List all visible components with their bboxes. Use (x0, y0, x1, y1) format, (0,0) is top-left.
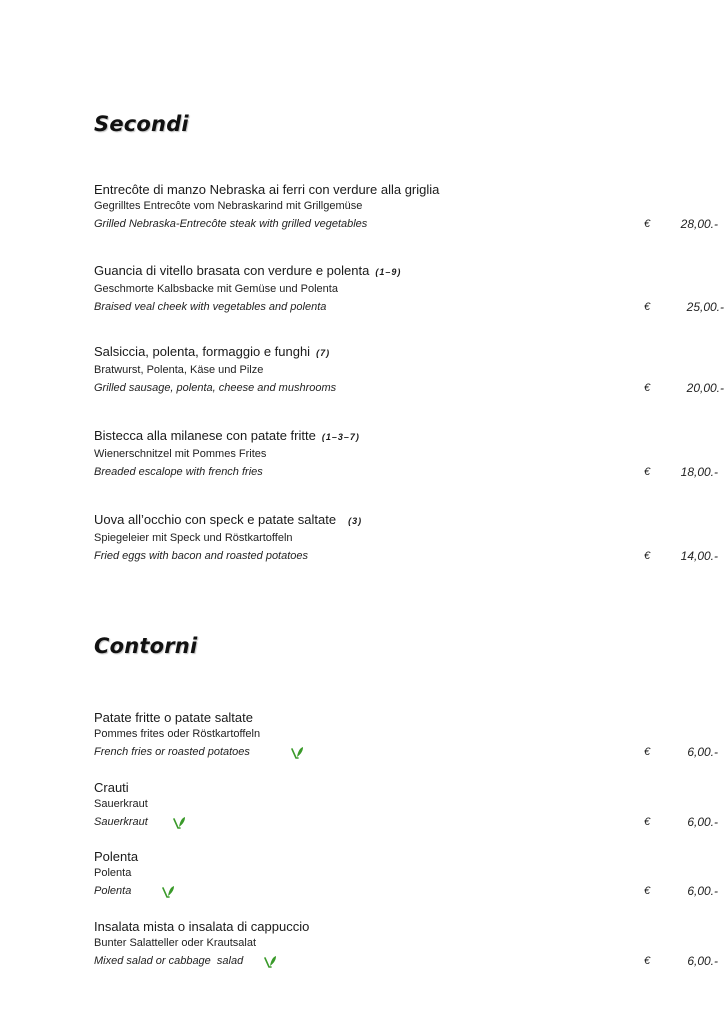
item-price: 20,00.- (686, 381, 724, 395)
currency-symbol: € (644, 746, 651, 758)
item-price: 6,00.- (687, 815, 718, 829)
menu-item (94, 918, 718, 971)
item-name-english: Polenta € 6,00.- (94, 882, 654, 901)
menu-item (94, 181, 718, 234)
item-name-german: Wienerschnitzel mit Pommes Frites (94, 448, 267, 460)
currency-symbol: € (644, 382, 651, 394)
item-name-german: Gegrilltes Entrecôte vom Nebraskarind mit Grillgemüse (94, 200, 363, 212)
vegan-leaf-icon (160, 883, 176, 899)
item-name-german: Sauerkraut (94, 798, 148, 810)
vegan-leaf-icon (171, 814, 187, 830)
item-price: 6,00.- (687, 954, 718, 968)
item-name-german: Spiegeleier mit Speck und Röstkartoffeln (94, 532, 293, 544)
item-price: 25,00.- (686, 300, 724, 314)
menu-item (94, 511, 718, 566)
section-title-contorni: Contorni (94, 634, 198, 658)
allergen-codes: (1–9) (375, 267, 402, 277)
item-name-italian: Entrecôte di manzo Nebraska ai ferri con verdure alla griglia (94, 182, 440, 197)
item-name-english: Mixed salad or cabbage salad € 6,00.- (94, 952, 654, 971)
item-name-english: Fried eggs with bacon and roasted potatoes € 14,00.- (94, 547, 654, 566)
item-name-italian: Crauti (94, 780, 129, 795)
item-name-english: Breaded escalope with french fries € 18,00.- (94, 463, 654, 482)
currency-symbol: € (644, 218, 651, 230)
currency-symbol: € (644, 550, 651, 562)
item-name-english: Grilled sausage, polenta, cheese and mushrooms € 20,00.- (94, 379, 654, 398)
item-name-english: French fries or roasted potatoes € 6,00.- (94, 743, 654, 762)
item-name-german: Pommes frites oder Röstkartoffeln (94, 728, 261, 740)
section-title-secondi: Secondi (94, 112, 189, 136)
item-name-italian: Insalata mista o insalata di cappuccio (94, 919, 310, 934)
item-name-italian: Patate fritte o patate saltate (94, 710, 253, 725)
vegan-leaf-icon (289, 744, 305, 760)
menu-item (94, 709, 718, 762)
currency-symbol: € (644, 955, 651, 967)
item-price: 14,00.- (680, 549, 718, 563)
item-name-italian: Polenta (94, 849, 139, 864)
item-name-italian: Guancia di vitello brasata con verdure e polenta (1–9) (94, 263, 402, 278)
currency-symbol: € (644, 885, 651, 897)
menu-item (94, 262, 724, 317)
menu-item (94, 343, 724, 398)
item-name-english: Grilled Nebraska-Entrecôte steak with grilled vegetables € 28,00.- (94, 215, 654, 234)
menu-item (94, 848, 718, 901)
allergen-codes: (7) (316, 348, 331, 358)
currency-symbol: € (644, 301, 651, 313)
currency-symbol: € (644, 816, 651, 828)
item-name-english: Braised veal cheek with vegetables and polenta € 25,00.- (94, 298, 654, 317)
currency-symbol: € (644, 466, 651, 478)
item-price: 6,00.- (687, 884, 718, 898)
allergen-codes: (1–3–7) (321, 432, 360, 442)
item-price: 28,00.- (680, 217, 718, 231)
menu-item (94, 427, 718, 482)
item-name-german: Bunter Salatteller oder Krautsalat (94, 937, 257, 949)
menu-item (94, 779, 718, 832)
item-name-italian: Uova all’occhio con speck e patate saltate (3) (94, 512, 363, 527)
item-price: 18,00.- (680, 465, 718, 479)
item-price: 6,00.- (687, 745, 718, 759)
vegan-leaf-icon (262, 953, 278, 969)
allergen-codes: (3) (348, 516, 363, 526)
item-name-italian: Salsiccia, polenta, formaggio e funghi (7) (94, 344, 331, 359)
item-name-german: Bratwurst, Polenta, Käse und Pilze (94, 364, 264, 376)
item-name-english: Sauerkraut € 6,00.- (94, 813, 654, 832)
item-name-italian: Bistecca alla milanese con patate fritte (1–3–7) (94, 428, 360, 443)
item-name-german: Polenta (94, 867, 132, 879)
item-name-german: Geschmorte Kalbsbacke mit Gemüse und Polenta (94, 283, 338, 295)
